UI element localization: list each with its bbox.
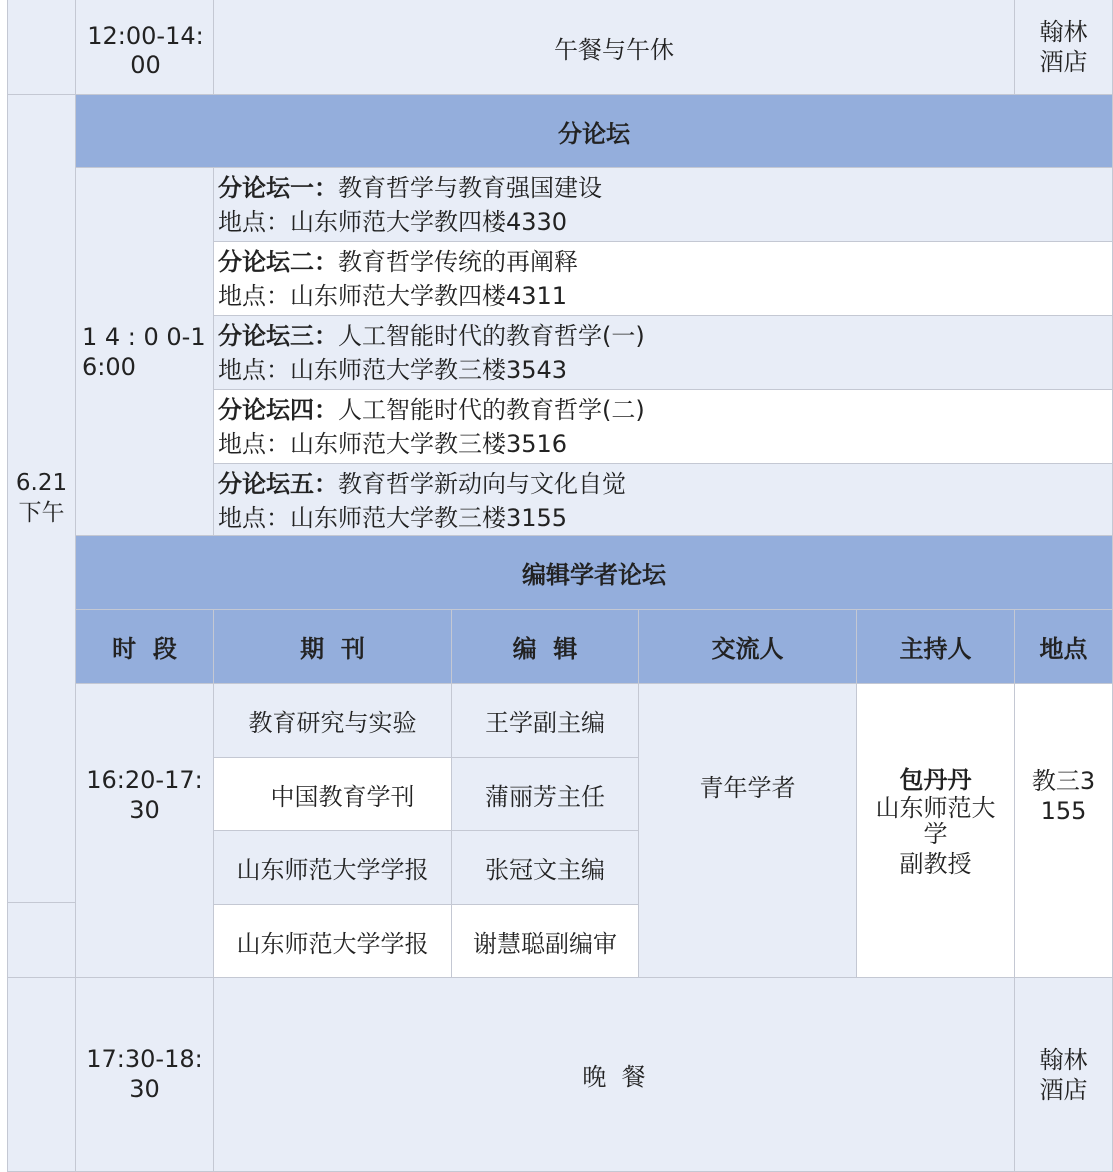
sub-forum-topic-5: 教育哲学新动向与文化自觉 <box>338 470 626 498</box>
sub-forum-header: 分论坛 <box>76 95 1113 168</box>
sub-forum-title-4: 分论坛四： <box>218 396 338 424</box>
sub-forum-location-4: 地点：山东师范大学教三楼3516 <box>218 430 568 458</box>
sub-forum-topic-2: 教育哲学传统的再阐释 <box>338 248 578 276</box>
host-name: 包丹丹 <box>899 766 972 794</box>
lunch-time-text: 12:00-14:00 <box>87 22 204 80</box>
sub-forum-title-2: 分论坛二： <box>218 248 338 276</box>
sub-forum-time <box>76 168 214 536</box>
editor-row-1: 王学副主编 <box>452 684 639 758</box>
sub-forum-item-1 <box>214 168 1113 242</box>
sub-forum-item-4 <box>214 390 1113 464</box>
session-date <box>7 95 76 903</box>
journal-row-1: 教育研究与实验 <box>214 684 452 758</box>
col-header-host: 主持人 <box>857 610 1015 684</box>
col-header-journal: 期 刊 <box>214 610 452 684</box>
journal-row-3: 山东师范大学学报 <box>214 831 452 905</box>
sub-forum-location-2: 地点：山东师范大学教四楼4311 <box>218 282 568 310</box>
sub-forum-location-3: 地点：山东师范大学教三楼3543 <box>218 356 568 384</box>
sub-forum-location-1: 地点：山东师范大学教四楼4330 <box>218 208 568 236</box>
col-header-venue: 地点 <box>1015 610 1113 684</box>
sub-forum-time-text: 1 4 : 0 0-16:00 <box>82 322 206 381</box>
dinner-venue-text: 翰林酒店 <box>1039 1045 1088 1104</box>
sub-forum-title-3: 分论坛三： <box>218 322 338 350</box>
journal-row-2: 中国教育学刊 <box>214 758 452 831</box>
sub-forum-topic-1: 教育哲学与教育强国建设 <box>338 174 602 202</box>
editor-row-4: 谢慧聪副编审 <box>452 905 639 978</box>
dinner-activity: 晚 餐 <box>214 978 1015 1172</box>
col-header-time: 时 段 <box>76 610 214 684</box>
sub-forum-topic-4: 人工智能时代的教育哲学(二) <box>338 396 645 424</box>
sub-forum-item-5 <box>214 464 1113 536</box>
host-affiliation: 山东师范大学 <box>875 793 996 849</box>
host-title: 副教授 <box>899 849 972 878</box>
participants-text: 青年学者 <box>699 774 796 802</box>
sub-forum-title-5: 分论坛五： <box>218 470 338 498</box>
dinner-date-cell <box>7 978 76 1172</box>
dinner-time <box>76 978 214 1172</box>
session-date-lower <box>7 903 76 978</box>
sub-forum-title-1: 分论坛一： <box>218 174 338 202</box>
host-cell <box>857 684 1015 978</box>
session-date-text: 6.21 下午 <box>15 469 68 526</box>
editor-forum-time-text: 16:20-17:30 <box>86 766 203 824</box>
col-header-participants: 交流人 <box>639 610 857 684</box>
sub-forum-item-2 <box>214 242 1113 316</box>
sub-forum-location-5: 地点：山东师范大学教三楼3155 <box>218 504 568 532</box>
editor-forum-venue-text: 教三3155 <box>1031 767 1096 825</box>
lunch-venue-text: 翰林酒店 <box>1039 18 1088 76</box>
editor-row-3: 张冠文主编 <box>452 831 639 905</box>
editor-row-2: 蒲丽芳主任 <box>452 758 639 831</box>
journal-row-4: 山东师范大学学报 <box>214 905 452 978</box>
editor-forum-header: 编辑学者论坛 <box>76 536 1113 610</box>
editor-forum-time <box>76 684 214 978</box>
sub-forum-item-3 <box>214 316 1113 390</box>
editor-forum-venue <box>1015 684 1113 978</box>
dinner-time-text: 17:30-18:30 <box>86 1045 203 1103</box>
lunch-date-cell <box>7 0 76 95</box>
lunch-venue <box>1015 0 1113 95</box>
lunch-time <box>76 0 214 95</box>
dinner-venue <box>1015 978 1113 1172</box>
lunch-activity: 午餐与午休 <box>214 0 1015 95</box>
sub-forum-topic-3: 人工智能时代的教育哲学(一) <box>338 322 645 350</box>
col-header-editor: 编 辑 <box>452 610 639 684</box>
participants-cell <box>639 684 857 978</box>
